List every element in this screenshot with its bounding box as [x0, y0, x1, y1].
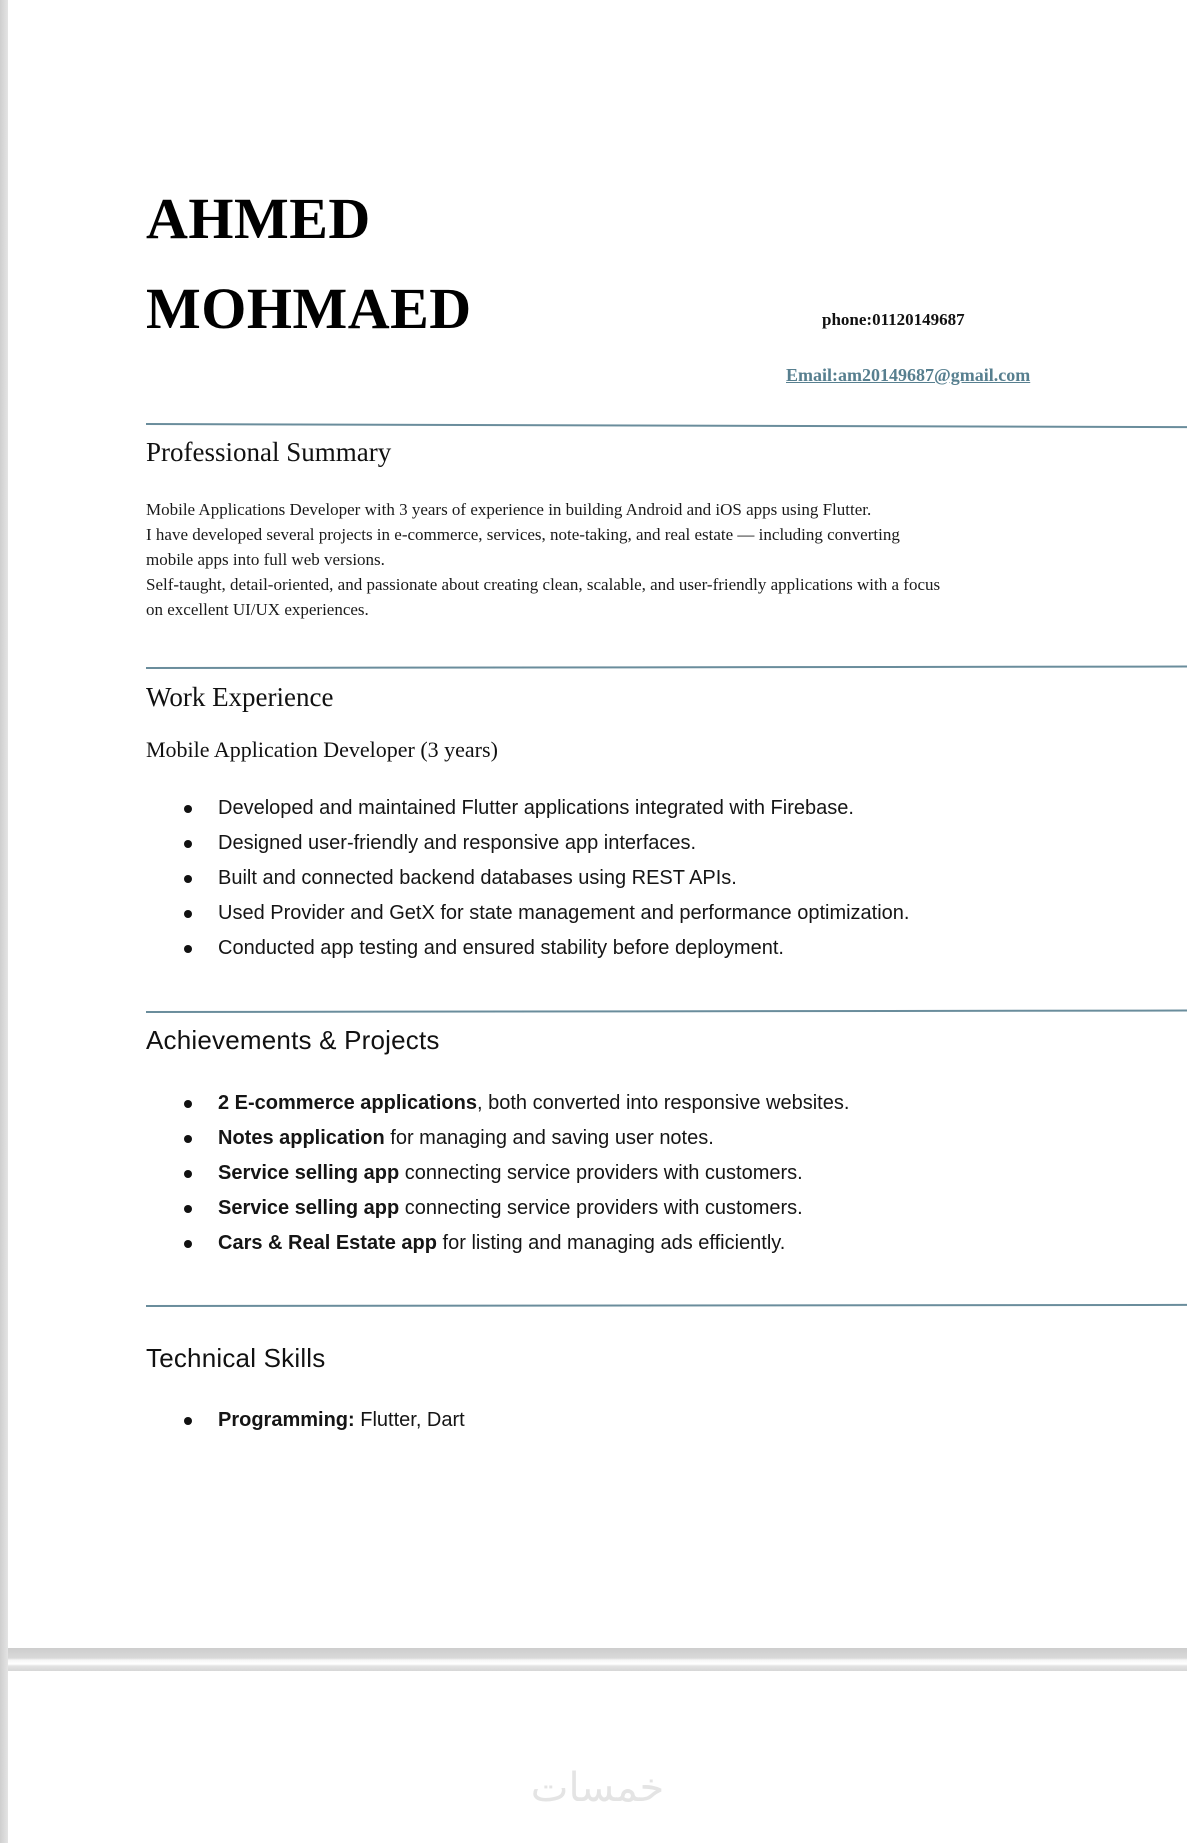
achievement-item: [146, 1191, 849, 1226]
achievement-description: , both converted into responsive websites.: [476, 1092, 850, 1114]
experience-bullet: [146, 791, 909, 826]
experience-bullet-list: [146, 791, 909, 966]
experience-bullet: [146, 861, 909, 896]
achievement-description: connecting service providers with customers.: [399, 1162, 803, 1184]
summary-line: mobile apps into full web versions.: [146, 550, 385, 569]
bullet-icon: [184, 1135, 192, 1143]
candidate-first-name: AHMED: [146, 186, 371, 251]
bullet-icon: [184, 910, 192, 918]
achievements-bullet-list: [146, 1086, 849, 1260]
skill-category: Programming:: [218, 1409, 355, 1431]
summary-line: Mobile Applications Developer with 3 years of experience in building Android and iOS apps using Flutter.: [146, 500, 872, 519]
bullet-icon: [184, 1417, 192, 1425]
skill-item: [146, 1403, 465, 1438]
candidate-last-name: MOHMAED: [146, 276, 472, 341]
achievement-title: 2 E-commerce applications: [218, 1092, 477, 1114]
summary-heading: Professional Summary: [146, 437, 392, 467]
achievement-item: [146, 1226, 849, 1260]
skills-heading: Technical Skills: [146, 1343, 326, 1373]
achievement-title: Cars & Real Estate app: [218, 1232, 437, 1254]
achievement-description: for managing and saving user notes.: [384, 1127, 714, 1149]
bullet-icon: [184, 805, 192, 813]
bullet-text: Conducted app testing and ensured stability before deployment.: [218, 937, 784, 959]
job-title: Mobile Application Developer (3 years): [146, 737, 498, 762]
achievement-item: [146, 1086, 849, 1121]
phone-number: phone:01120149687: [822, 310, 965, 329]
achievement-title: Notes application: [218, 1127, 385, 1149]
achievements-heading: Achievements & Projects: [146, 1025, 440, 1055]
experience-heading: Work Experience: [146, 682, 334, 712]
achievement-description: connecting service providers with customers.: [399, 1197, 803, 1219]
experience-bullet: [146, 826, 909, 861]
bullet-text: Used Provider and GetX for state management and performance optimization.: [218, 902, 910, 924]
bullet-text: Built and connected backend databases using REST APIs.: [218, 867, 737, 889]
bullet-icon: [184, 875, 192, 883]
skill-values: Flutter, Dart: [354, 1409, 465, 1431]
page-left-shadow: [0, 0, 8, 1843]
achievement-title: Service selling app: [218, 1162, 400, 1184]
achievement-item: [146, 1121, 849, 1156]
achievement-title: Service selling app: [218, 1197, 400, 1219]
bullet-text: Developed and maintained Flutter applications integrated with Firebase.: [218, 797, 854, 819]
resume-page-2: [8, 1671, 1187, 1843]
summary-line: I have developed several projects in e-commerce, services, note-taking, and real estate — including converting: [146, 525, 900, 544]
summary-paragraph: [146, 497, 1146, 622]
bullet-icon: [184, 1240, 192, 1248]
summary-line: Self-taught, detail-oriented, and passionate about creating clean, scalable, and user-friendly applications with a focus: [146, 575, 941, 594]
bullet-icon: [184, 945, 192, 953]
khamsat-watermark-logo: خمسات: [530, 1765, 665, 1811]
email-link[interactable]: Email:am20149687@gmail.com: [786, 365, 1031, 385]
experience-bullet: [146, 896, 909, 931]
skills-bullet-list: [146, 1403, 465, 1438]
bullet-icon: [184, 1205, 192, 1213]
bullet-icon: [184, 1100, 192, 1108]
page-separator: [8, 1648, 1187, 1671]
bullet-icon: [184, 1170, 192, 1178]
achievement-description: for listing and managing ads efficiently.: [436, 1232, 786, 1254]
achievement-item: [146, 1156, 849, 1191]
bullet-text: Designed user-friendly and responsive app interfaces.: [218, 832, 697, 854]
bullet-icon: [184, 840, 192, 848]
experience-bullet: [146, 931, 909, 966]
summary-line: on excellent UI/UX experiences.: [146, 600, 369, 619]
